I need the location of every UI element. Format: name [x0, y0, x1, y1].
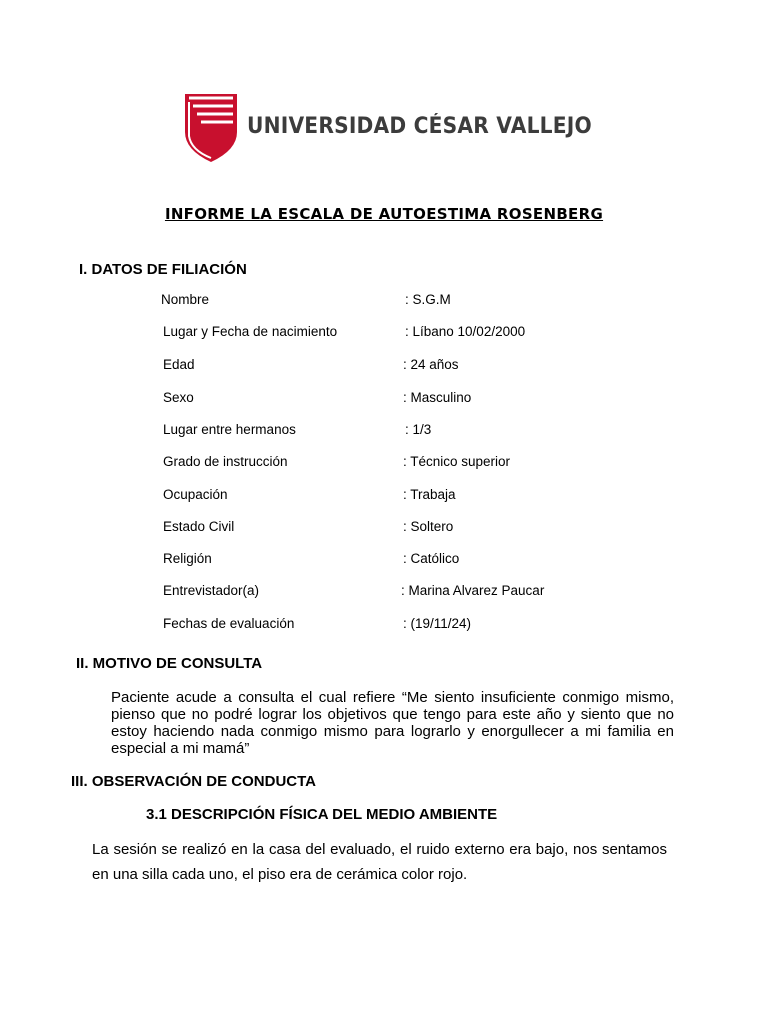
field-value-instruccion: : Técnico superior: [403, 454, 511, 469]
field-label-sexo: Sexo: [163, 390, 194, 405]
section-heading-datos: I. DATOS DE FILIACIÓN: [79, 261, 247, 278]
field-value-religion: : Católico: [403, 551, 460, 566]
field-value-hermanos: : 1/3: [405, 422, 432, 437]
report-title: INFORME LA ESCALA DE AUTOESTIMA ROSENBERG: [164, 205, 604, 223]
section-heading-motivo: II. MOTIVO DE CONSULTA: [76, 655, 263, 672]
field-label-entrevistador: Entrevistador(a): [163, 583, 260, 598]
field-label-estado-civil: Estado Civil: [163, 519, 235, 534]
field-label-hermanos: Lugar entre hermanos: [163, 422, 296, 437]
field-label-instruccion: Grado de instrucción: [163, 454, 288, 469]
university-logo: [183, 92, 592, 164]
field-label-religion: Religión: [163, 551, 212, 566]
section-heading-observacion: III. OBSERVACIÓN DE CONDUCTA: [71, 773, 317, 790]
field-label-lugar-fecha: Lugar y Fecha de nacimiento: [163, 324, 338, 339]
university-shield-icon: [183, 92, 239, 164]
field-value-ocupacion: : Trabaja: [403, 487, 456, 502]
field-label-ocupacion: Ocupación: [163, 487, 228, 502]
field-value-estado-civil: : Soltero: [403, 519, 454, 534]
university-name: UNIVERSIDAD CÉSAR VALLEJO: [247, 114, 592, 139]
field-value-lugar-fecha: : Líbano 10/02/2000: [405, 324, 526, 339]
field-value-nombre: : S.G.M: [405, 292, 451, 307]
descripcion-paragraph: La sesión se realizó en la casa del evaluado, el ruido externo era bajo, nos sentamos en una silla cada uno, el piso era de cerámica color rojo.: [92, 841, 667, 883]
field-value-sexo: : Masculino: [403, 390, 472, 405]
field-value-edad: : 24 años: [403, 357, 459, 372]
field-label-nombre: Nombre: [161, 292, 210, 307]
subsection-heading-descripcion: 3.1 DESCRIPCIÓN FÍSICA DEL MEDIO AMBIENTE: [146, 806, 498, 823]
field-value-entrevistador: : Marina Alvarez Paucar: [401, 583, 545, 598]
field-label-fechas: Fechas de evaluación: [163, 616, 295, 631]
motivo-paragraph: Paciente acude a consulta el cual refiere “Me siento insuficiente conmigo mismo, pienso que no podré lograr los objetivos que tengo para este año y siento que no estoy haciendo nada conmigo mismo para lograrlo y enorgullecer a mi familia en especial a mi mamá”: [111, 689, 674, 757]
field-label-edad: Edad: [163, 357, 195, 372]
field-value-fechas: : (19/11/24): [403, 616, 472, 631]
